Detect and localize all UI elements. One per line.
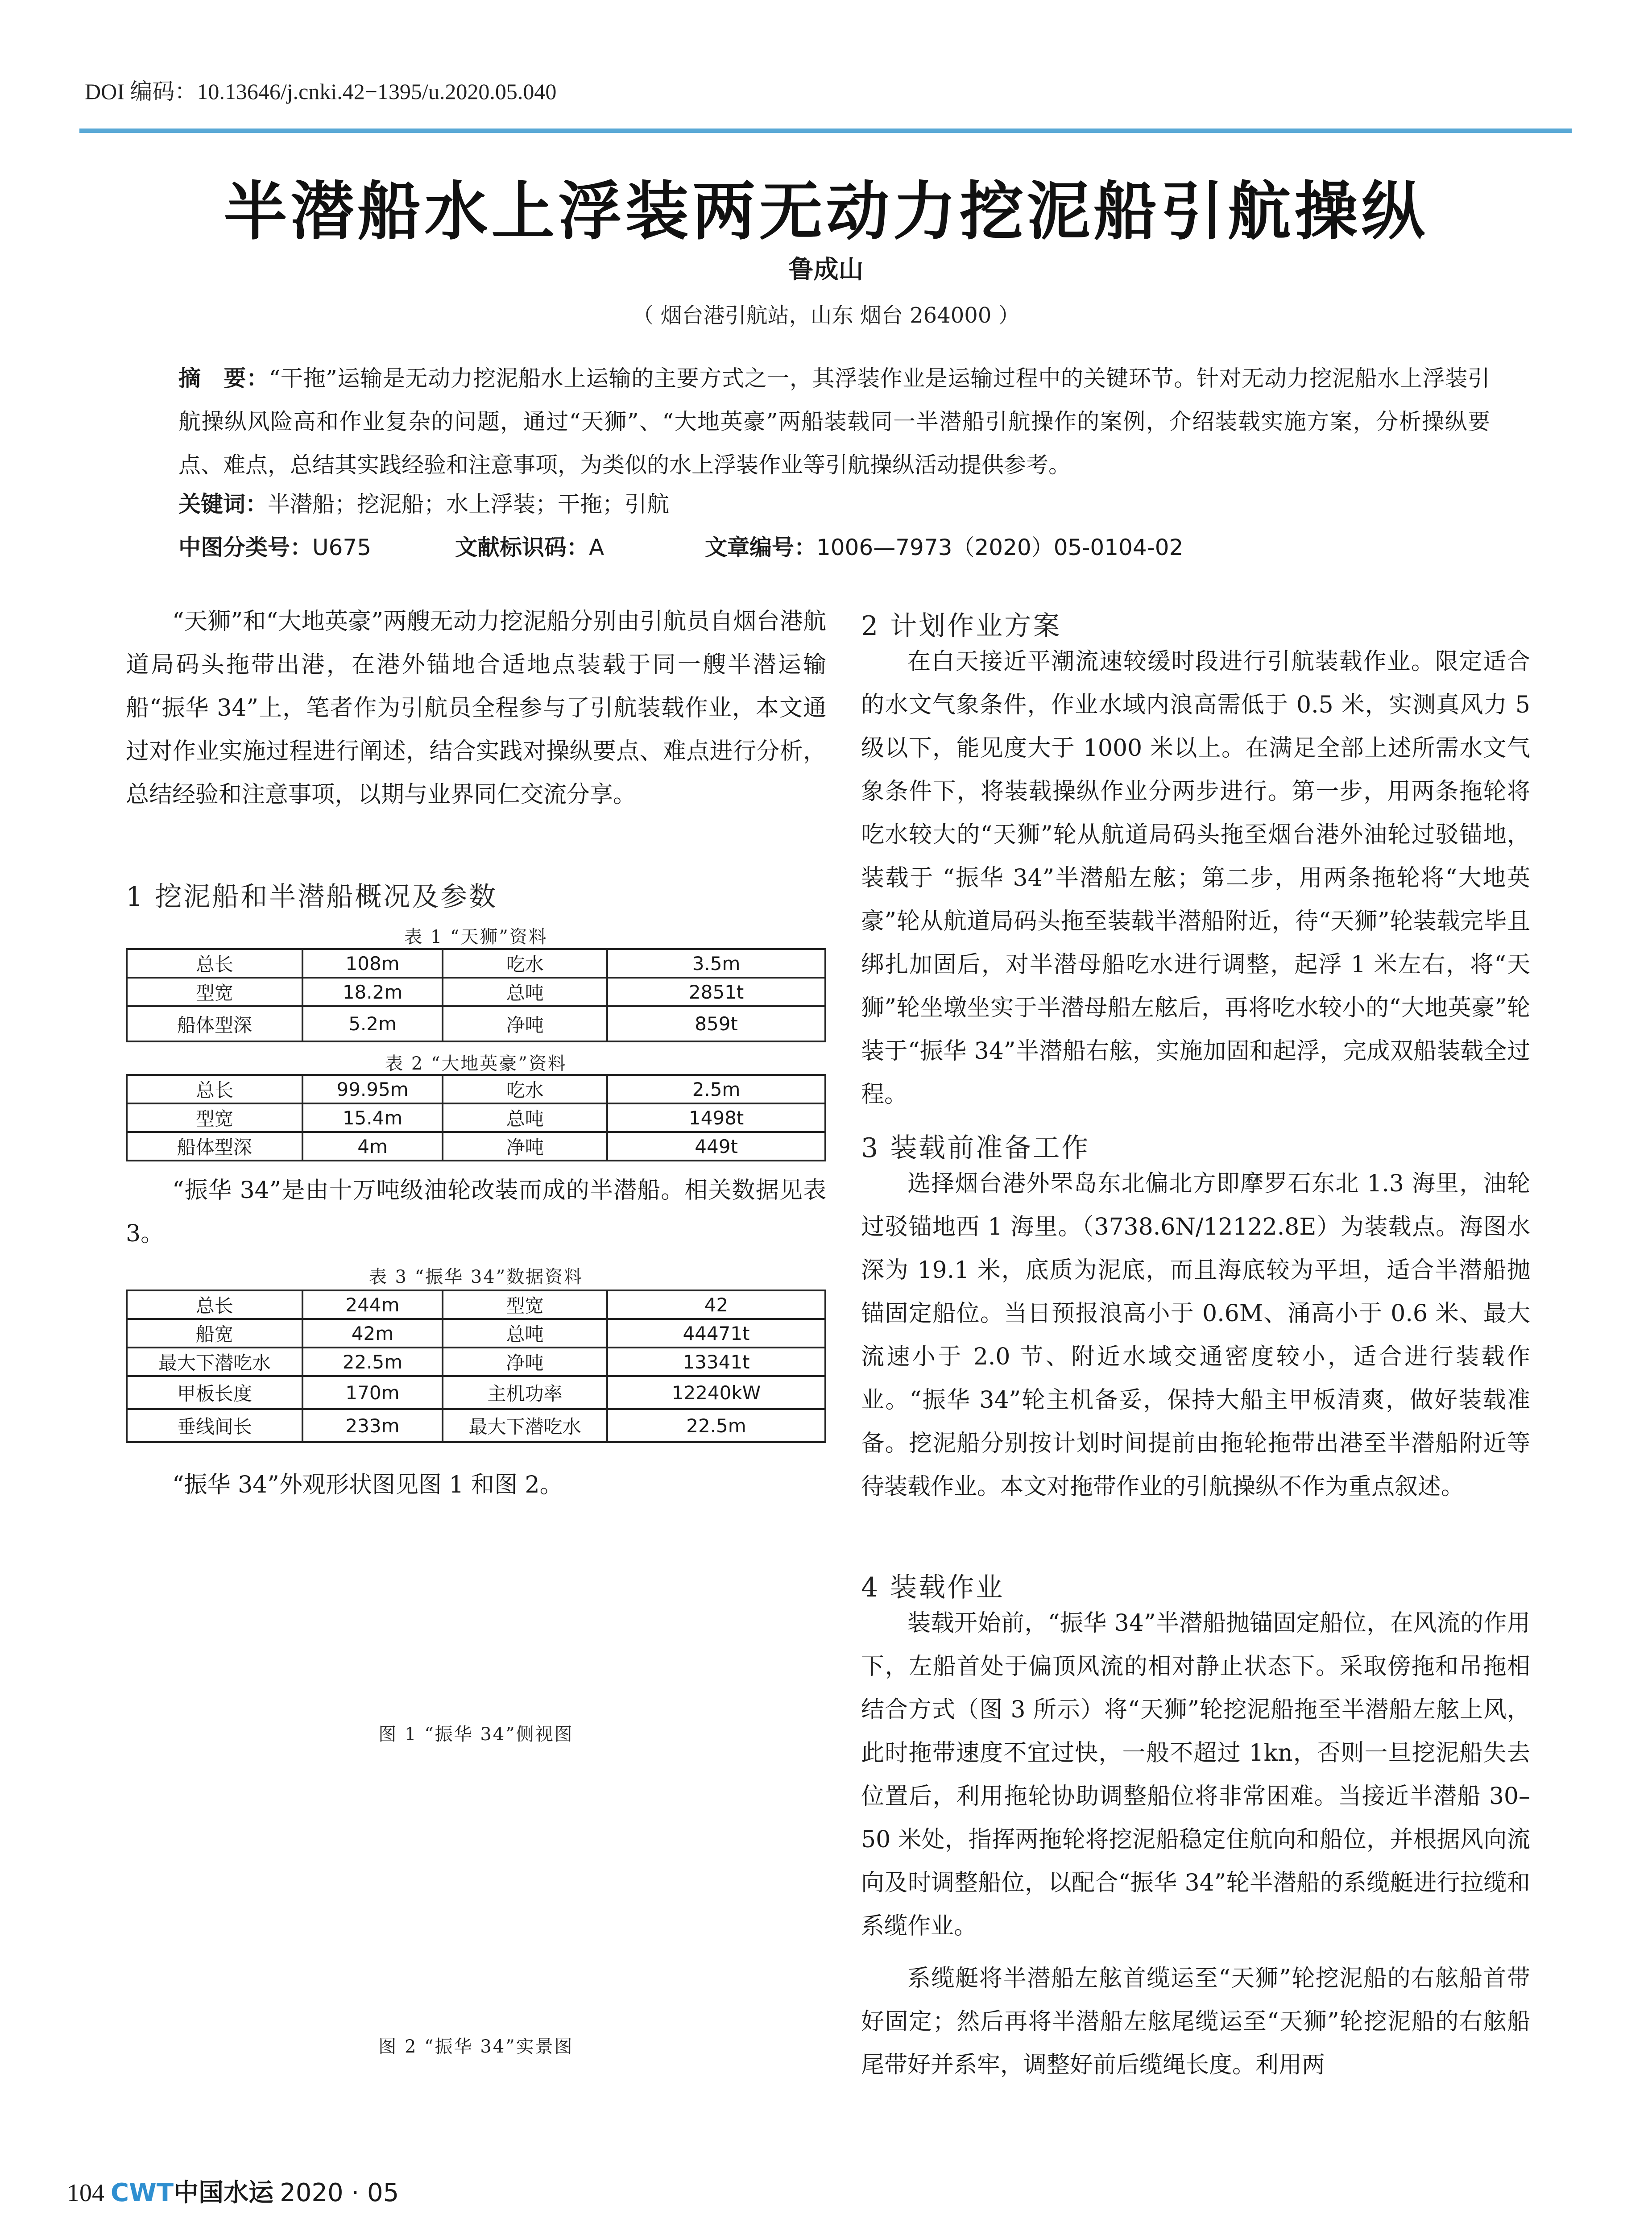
table-cell: 22.5m <box>607 1409 825 1442</box>
table-row <box>127 1290 825 1319</box>
table-row <box>127 1075 825 1103</box>
intro-text: “天狮”和“大地英豪”两艘无动力挖泥船分别由引航员自烟台港航道局码头拖带出港，在港外锚地合适地点装载于同一艘半潜运输船“振华 34”上，笔者作为引航员全程参与了引航装载作业，本文通过对作业实施过程进行阐述，结合实践对操纵要点、难点进行分析，总结经验和注意事项，以期与业界同仁交流分享。 <box>126 608 826 808</box>
affiliation: （ 烟台港引航站，山东 烟台 264000 ） <box>632 303 1020 328</box>
table-cell: 15.4m <box>302 1103 443 1132</box>
header-rule <box>79 129 1572 133</box>
doccode-label: 文献标识码： <box>455 535 589 560</box>
paper-title: 半潜船水上浮装两无动力挖泥船引航操纵 <box>224 174 1428 249</box>
table-cell: 859t <box>607 1006 825 1041</box>
table-cell: 净吨 <box>443 1348 607 1376</box>
figure-1-area <box>126 1517 826 1709</box>
table-cell: 5.2m <box>302 1006 443 1041</box>
figure-2-area <box>126 1780 826 2012</box>
table2 <box>126 1074 826 1161</box>
keywords <box>178 486 669 518</box>
doccode-value: A <box>589 535 604 560</box>
para-zhenhua <box>126 1169 826 1256</box>
table-cell: 吃水 <box>443 949 607 978</box>
figure-1-caption: 图 1 “振华 34”侧视图 <box>378 1724 574 1745</box>
keywords-label: 关键词： <box>178 491 268 517</box>
section-3-body <box>861 1162 1530 1509</box>
section-4-text-b: 系缆艇将半潜船左舷首缆运至“天狮”轮挖泥船的右舷船首带好固定；然后再将半潜船左舷尾缆运至“天狮”轮挖泥船的右舷船尾带好并系牢，调整好前后缆绳长度。利用两 <box>861 1965 1530 2078</box>
article-label: 文章编号： <box>705 535 816 560</box>
table-cell: 170m <box>302 1376 443 1409</box>
table-cell: 18.2m <box>302 978 443 1006</box>
intro-paragraph <box>126 600 826 817</box>
table-cell: 净吨 <box>443 1006 607 1041</box>
para-zhenhua-text: “振华 34”是由十万吨级油轮改装而成的半潜船。相关数据见表 3。 <box>126 1177 826 1247</box>
table-cell: 总长 <box>127 949 302 978</box>
table3 <box>126 1290 826 1443</box>
table-cell: 垂线间长 <box>127 1409 302 1442</box>
journal-brand: CWT <box>111 2178 174 2207</box>
table-cell: 总吨 <box>443 978 607 1006</box>
table-cell: 船体型深 <box>127 1006 302 1041</box>
table-cell: 吃水 <box>443 1075 607 1103</box>
table-row <box>127 1006 825 1041</box>
table-cell: 最大下潜吃水 <box>443 1409 607 1442</box>
section-heading-3: 3 装载前准备工作 <box>861 1132 1090 1164</box>
author: 鲁成山 <box>788 255 864 284</box>
table-cell: 44471t <box>607 1319 825 1348</box>
table-cell: 船体型深 <box>127 1132 302 1161</box>
table-cell: 总长 <box>127 1290 302 1319</box>
table-cell: 3.5m <box>607 949 825 978</box>
table-cell: 甲板长度 <box>127 1376 302 1409</box>
table-cell: 净吨 <box>443 1132 607 1161</box>
table-cell: 449t <box>607 1132 825 1161</box>
abstract-label: 摘 要： <box>178 365 269 391</box>
table-cell: 22.5m <box>302 1348 443 1376</box>
article-number <box>705 530 1183 562</box>
section-2-body <box>861 640 1530 1116</box>
table-row <box>127 1348 825 1376</box>
section-4-text-a: 装载开始前，“振华 34”半潜船抛锚固定船位，在风流的作用下，左船首处于偏顶风流的相对静止状态下。采取傍拖和吊拖相结合方式（图 3 所示）将“天狮”轮挖泥船拖至半潜船左舷上风，此时拖带速度不宜过快，一般不超过 1kn，否则一旦挖泥船失去位置后，利用拖轮协助调整船位将非常困难。当接近半潜船 30–50 米处，指挥两拖轮将挖泥船稳定住航向和船位，并根据风向流向及时调整船位，以配合“振华 34”轮半潜船的系缆艇进行拉缆和系缆作业。 <box>861 1610 1530 1940</box>
table-row <box>127 978 825 1006</box>
table-cell: 12240kW <box>607 1376 825 1409</box>
table-row <box>127 1103 825 1132</box>
table-cell: 42m <box>302 1319 443 1348</box>
table-cell: 13341t <box>607 1348 825 1376</box>
table-row <box>127 1319 825 1348</box>
section-heading-1: 1 挖泥船和半潜船概况及参数 <box>126 881 498 912</box>
table-cell: 1498t <box>607 1103 825 1132</box>
table3-caption: 表 3 “振华 34”数据资料 <box>368 1267 584 1287</box>
classification-line <box>178 530 1183 562</box>
section-4-body <box>861 1602 1530 2087</box>
doi-code: DOI 编码：10.13646/j.cnki.42−1395/u.2020.05.040 <box>85 79 557 104</box>
table-row <box>127 949 825 978</box>
clc-label: 中图分类号： <box>178 535 312 560</box>
table-cell: 船宽 <box>127 1319 302 1348</box>
figure-2-caption: 图 2 “振华 34”实景图 <box>378 2036 574 2057</box>
abstract <box>178 357 1490 487</box>
para-figures <box>126 1464 826 1507</box>
clc-value: U675 <box>312 535 372 560</box>
issue: 2020 · 05 <box>280 2178 399 2207</box>
section-2-text: 在白天接近平潮流速较缓时段进行引航装载作业。限定适合的水文气象条件，作业水域内浪高需低于 0.5 米，实测真风力 5 级以下，能见度大于 1000 米以上。在满足全部上述所需水文气象条件下，将装载操纵作业分两步进行。第一步，用两条拖轮将吃水较大的“天狮”轮从航道局码头拖至烟台港外油轮过驳锚地，装载于 “振华 34”半潜船左舷；第二步，用两条拖轮将“大地英豪”轮从航道局码头拖至装载半潜船附近，待“天狮”轮装载完毕且绑扎加固后，对半潜母船吃水进行调整，起浮 1 米左右，将“天狮”轮坐墩坐实于半潜母船左舷后，再将吃水较小的“大地英豪”轮装于“振华 34”半潜船右舷，实施加固和起浮，完成双船装载全过程。 <box>861 648 1530 1108</box>
section-heading-2: 2 计划作业方案 <box>861 610 1062 642</box>
doc-code <box>455 530 705 562</box>
table-cell: 总吨 <box>443 1319 607 1348</box>
table-cell: 108m <box>302 949 443 978</box>
table-row <box>127 1376 825 1409</box>
para-figures-text: “振华 34”外观形状图见图 1 和图 2。 <box>172 1472 563 1498</box>
clc <box>178 530 455 562</box>
section-3-text: 选择烟台港外罘岛东北偏北方即摩罗石东北 1.3 海里，油轮过驳锚地西 1 海里。（3738.6N/12122.8E）为装载点。海图水深为 19.1 米，底质为泥底，而且海底较为平坦，适合半潜船抛锚固定船位。当日预报浪高小于 0.6M、涌高小于 0.6 米、最大流速小于 2.0 节、附近水域交通密度较小，适合进行装载作业。“振华 34”轮主机备妥，保持大船主甲板清爽，做好装载准备。挖泥船分别按计划时间提前由拖轮拖带出港至半潜船附近等待装载作业。本文对拖带作业的引航操纵不作为重点叙述。 <box>861 1170 1530 1500</box>
table-cell: 233m <box>302 1409 443 1442</box>
table-cell: 最大下潜吃水 <box>127 1348 302 1376</box>
page-footer <box>67 2173 399 2209</box>
journal-name: 中国水运 <box>174 2178 274 2207</box>
table-cell: 总吨 <box>443 1103 607 1132</box>
table2-caption: 表 2 “大地英豪”资料 <box>385 1053 567 1074</box>
page-number: 104 <box>67 2179 104 2207</box>
abstract-text: “干拖”运输是无动力挖泥船水上运输的主要方式之一，其浮装作业是运输过程中的关键环节。针对无动力挖泥船水上浮装引航操纵风险高和作业复杂的问题，通过“天狮”、“大地英豪”两船装载同一半潜船引航操作的案例，介绍装载实施方案，分析操纵要点、难点，总结其实践经验和注意事项，为类似的水上浮装作业等引航操纵活动提供参考。 <box>178 365 1491 478</box>
table-cell: 型宽 <box>127 978 302 1006</box>
table-cell: 2.5m <box>607 1075 825 1103</box>
table-cell: 244m <box>302 1290 443 1319</box>
table-cell: 2851t <box>607 978 825 1006</box>
table-cell: 99.95m <box>302 1075 443 1103</box>
article-value: 1006—7973（2020）05-0104-02 <box>816 535 1184 560</box>
table-cell: 总长 <box>127 1075 302 1103</box>
table-cell: 4m <box>302 1132 443 1161</box>
table-cell: 型宽 <box>127 1103 302 1132</box>
section-heading-4: 4 装载作业 <box>861 1572 1005 1603</box>
table-cell: 型宽 <box>443 1290 607 1319</box>
table-cell: 主机功率 <box>443 1376 607 1409</box>
table1 <box>126 948 826 1042</box>
table-row <box>127 1132 825 1161</box>
keywords-text: 半潜船；挖泥船；水上浮装；干拖；引航 <box>268 491 669 517</box>
table-cell: 42 <box>607 1290 825 1319</box>
table-row <box>127 1409 825 1442</box>
table1-caption: 表 1 “天狮”资料 <box>404 927 548 947</box>
